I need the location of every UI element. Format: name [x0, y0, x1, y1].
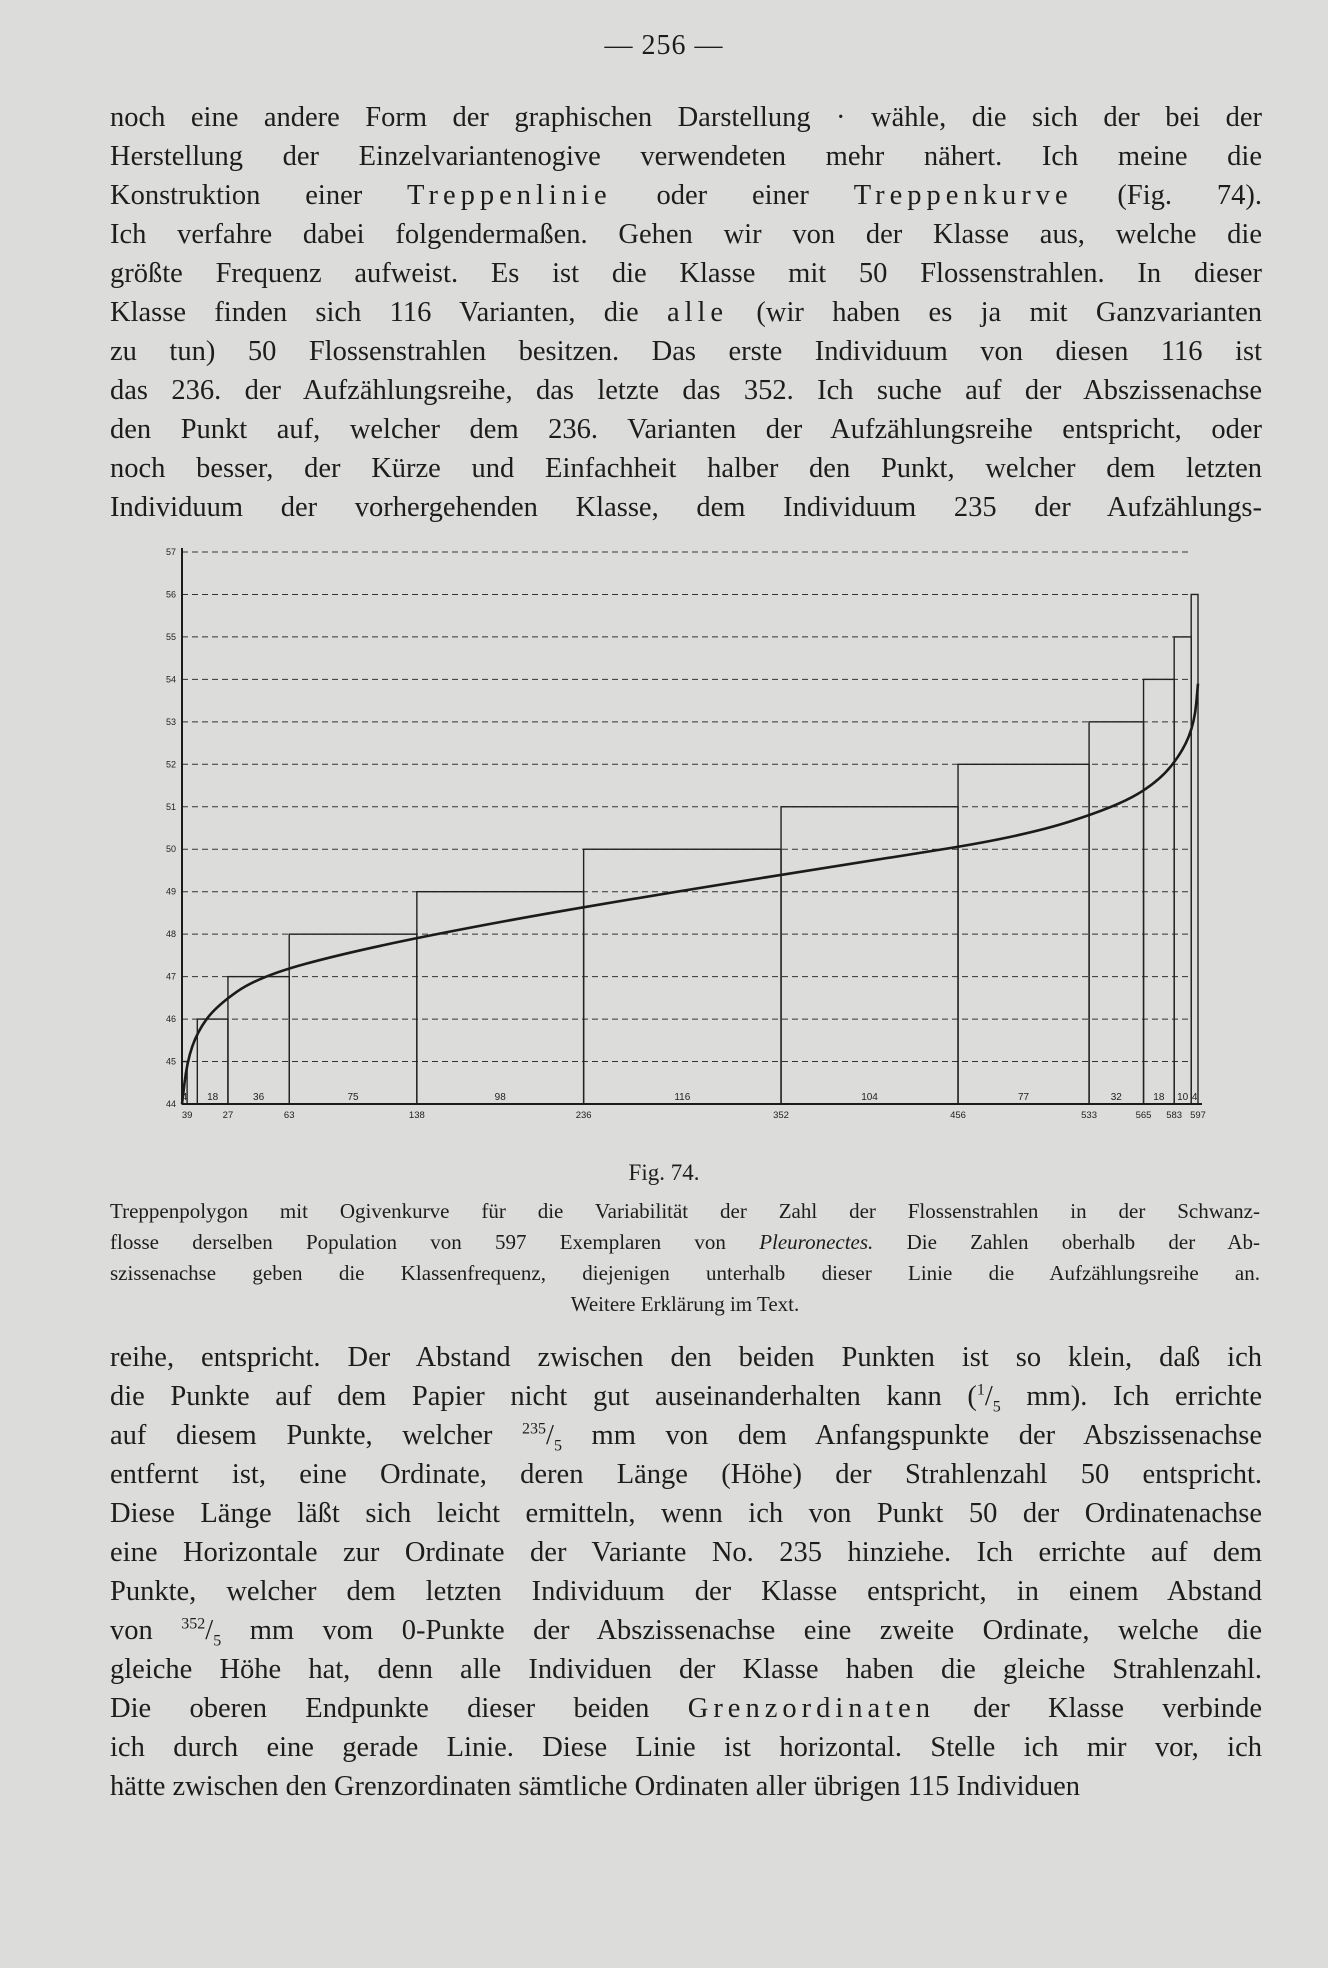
text-line: Die oberen Endpunkte dieser beiden Grenzordinaten der Klasse verbinde [110, 1693, 1262, 1724]
text-line: Individuum der vorhergehenden Klasse, dem Individuum 235 der Aufzählungs- [110, 492, 1262, 523]
y-tick-labels [166, 547, 176, 1109]
text-line: Herstellung der Einzelvariantenogive verwendeten mehr nähert. Ich meine die [110, 141, 1262, 172]
y-tick-label: 55 [165, 631, 176, 642]
frequency-label: 116 [674, 1092, 691, 1103]
figure-caption [110, 1196, 1260, 1320]
y-tick-label: 53 [165, 716, 176, 727]
y-tick-label: 51 [165, 801, 176, 812]
text-line: größte Frequenz aufweist. Es ist die Klasse mit 50 Flossenstrahlen. In dieser [110, 258, 1262, 289]
text-line: noch besser, der Kürze und Einfachheit halber den Punkt, welcher dem letzten [110, 453, 1262, 484]
frequency-labels [182, 1092, 1198, 1103]
x-tick-label: 63 [283, 1110, 295, 1121]
y-tick-label: 49 [165, 886, 176, 897]
text-line: zu tun) 50 Flossenstrahlen besitzen. Das erste Individuum von diesen 116 ist [110, 336, 1262, 367]
x-tick-label: 597 [1190, 1110, 1206, 1121]
x-tick-label: 236 [575, 1110, 592, 1121]
y-tick-label: 50 [165, 844, 176, 855]
x-tick-label: 565 [1135, 1110, 1152, 1121]
step-bar [1191, 594, 1198, 1104]
x-tick-label: 583 [1166, 1110, 1183, 1121]
y-tick-label: 44 [165, 1099, 176, 1109]
x-tick-label: 138 [408, 1110, 425, 1121]
text-line: den Punkt auf, welcher dem 236. Varianten der Aufzählungsreihe entspricht, oder [110, 414, 1262, 445]
spaced-term: Grenzordinaten [687, 1693, 935, 1724]
frequency-label: 4 [1191, 1092, 1198, 1103]
frequency-label: 4 [181, 1092, 188, 1103]
text-line: Punkte, welcher dem letzten Individuum der Klasse entspricht, in einem Abstand [110, 1576, 1262, 1607]
page-number: — 256 — [604, 30, 724, 61]
text-line: Konstruktion einer Treppenlinie oder einer Treppenkurve (Fig. 74). [110, 180, 1262, 211]
spaced-term: Treppenlinie [407, 180, 612, 211]
step-bar [1174, 637, 1191, 1104]
caption-line: Weitere Erklärung im Text. [570, 1292, 800, 1316]
frequency-label: 104 [861, 1092, 878, 1103]
text-line: Ich verfahre dabei folgendermaßen. Gehen wir von der Klasse aus, welche die [110, 219, 1262, 250]
figure-label: Fig. 74. [628, 1160, 700, 1185]
text-line: noch eine andere Form der graphischen Darstellung · wähle, die sich der bei der [110, 102, 1262, 133]
text-line: Diese Länge läßt sich leicht ermitteln, wenn ich von Punkt 50 der Ordinatenachse [110, 1498, 1262, 1529]
y-tick-label: 56 [165, 589, 176, 600]
text-line: reihe, entspricht. Der Abstand zwischen den beiden Punkten ist so klein, daß ich [110, 1342, 1262, 1373]
frequency-label: 10 [1177, 1092, 1189, 1103]
y-tick-label: 47 [165, 971, 176, 982]
text-line: hätte zwischen den Grenzordinaten sämtliche Ordinaten aller übrigen 115 Individuen [110, 1771, 1080, 1802]
frequency-label: 18 [207, 1092, 219, 1103]
species-name: Pleuronectes. [759, 1230, 874, 1254]
spaced-term: alle [666, 297, 729, 328]
x-tick-label: 456 [950, 1110, 966, 1121]
frequency-label: 75 [347, 1092, 359, 1103]
ogive-curve [182, 684, 1198, 1104]
text-line: die Punkte auf dem Papier nicht gut auseinanderhalten kann ($^1/_5$ mm). Ich errichte [110, 1381, 1262, 1416]
step-bar [417, 892, 584, 1104]
x-tick-label: 39 [181, 1110, 193, 1121]
paragraph-top [110, 98, 1262, 527]
frequency-label: 32 [1110, 1092, 1122, 1103]
spaced-term: Treppenkurve [853, 180, 1073, 211]
x-tick-label: 533 [1081, 1110, 1098, 1121]
text-line: entfernt ist, eine Ordinate, deren Länge (Höhe) der Strahlenzahl 50 entspricht. [110, 1459, 1262, 1490]
y-tick-label: 46 [165, 1014, 176, 1025]
paragraph-bottom [110, 1338, 1262, 1806]
caption-line: Treppenpolygon mit Ogivenkurve für die Variabilität der Zahl der Flossenstrahlen in der Schwanz- [110, 1199, 1260, 1223]
text-line: ich durch eine gerade Linie. Diese Linie ist horizontal. Stelle ich mir vor, ich [110, 1732, 1262, 1763]
y-tick-label: 57 [165, 547, 176, 557]
y-tick-label: 45 [165, 1056, 176, 1067]
y-tick-label: 48 [165, 929, 176, 940]
step-bar [1144, 679, 1175, 1104]
x-tick-label: 27 [222, 1110, 234, 1121]
gridlines [182, 552, 1192, 1062]
text-line: von $^{352}/_5$ mm vom 0-Punkte der Abszissenachse eine zweite Ordinate, welche die [110, 1615, 1263, 1650]
step-bar [1089, 722, 1143, 1104]
x-tick-labels [182, 1110, 1206, 1121]
frequency-label: 77 [1017, 1092, 1030, 1103]
y-tick-label: 54 [165, 674, 176, 685]
step-bar [228, 977, 289, 1104]
text-line: auf diesem Punkte, welcher $^{235}/_5$ mm von dem Anfangspunkte der Abszissenachse [110, 1420, 1262, 1455]
text-line: gleiche Höhe hat, denn alle Individuen der Klasse haben die gleiche Strahlenzahl. [110, 1654, 1262, 1685]
y-tick-label: 52 [165, 759, 176, 770]
frequency-label: 98 [494, 1092, 506, 1103]
x-tick-label: 352 [773, 1110, 789, 1121]
step-ogive-chart [150, 538, 1210, 1158]
caption-line: flosse derselben Population von 597 Exemplaren von Pleuronectes. Die Zahlen oberhalb der Ab- [110, 1230, 1260, 1254]
caption-line: szissenachse geben die Klassenfrequenz, diejenigen unterhalb dieser Linie die Aufzählungsreihe an. [110, 1261, 1260, 1285]
frequency-label: 36 [253, 1092, 265, 1103]
text-line: das 236. der Aufzählungsreihe, das letzte das 352. Ich suche auf der Abszissenachse [110, 375, 1262, 406]
frequency-label: 18 [1153, 1092, 1165, 1103]
text-line: eine Horizontale zur Ordinate der Variante No. 235 hinziehe. Ich errichte auf dem [110, 1537, 1262, 1568]
text-line: Klasse finden sich 116 Varianten, die alle (wir haben es ja mit Ganzvarianten [110, 297, 1262, 328]
